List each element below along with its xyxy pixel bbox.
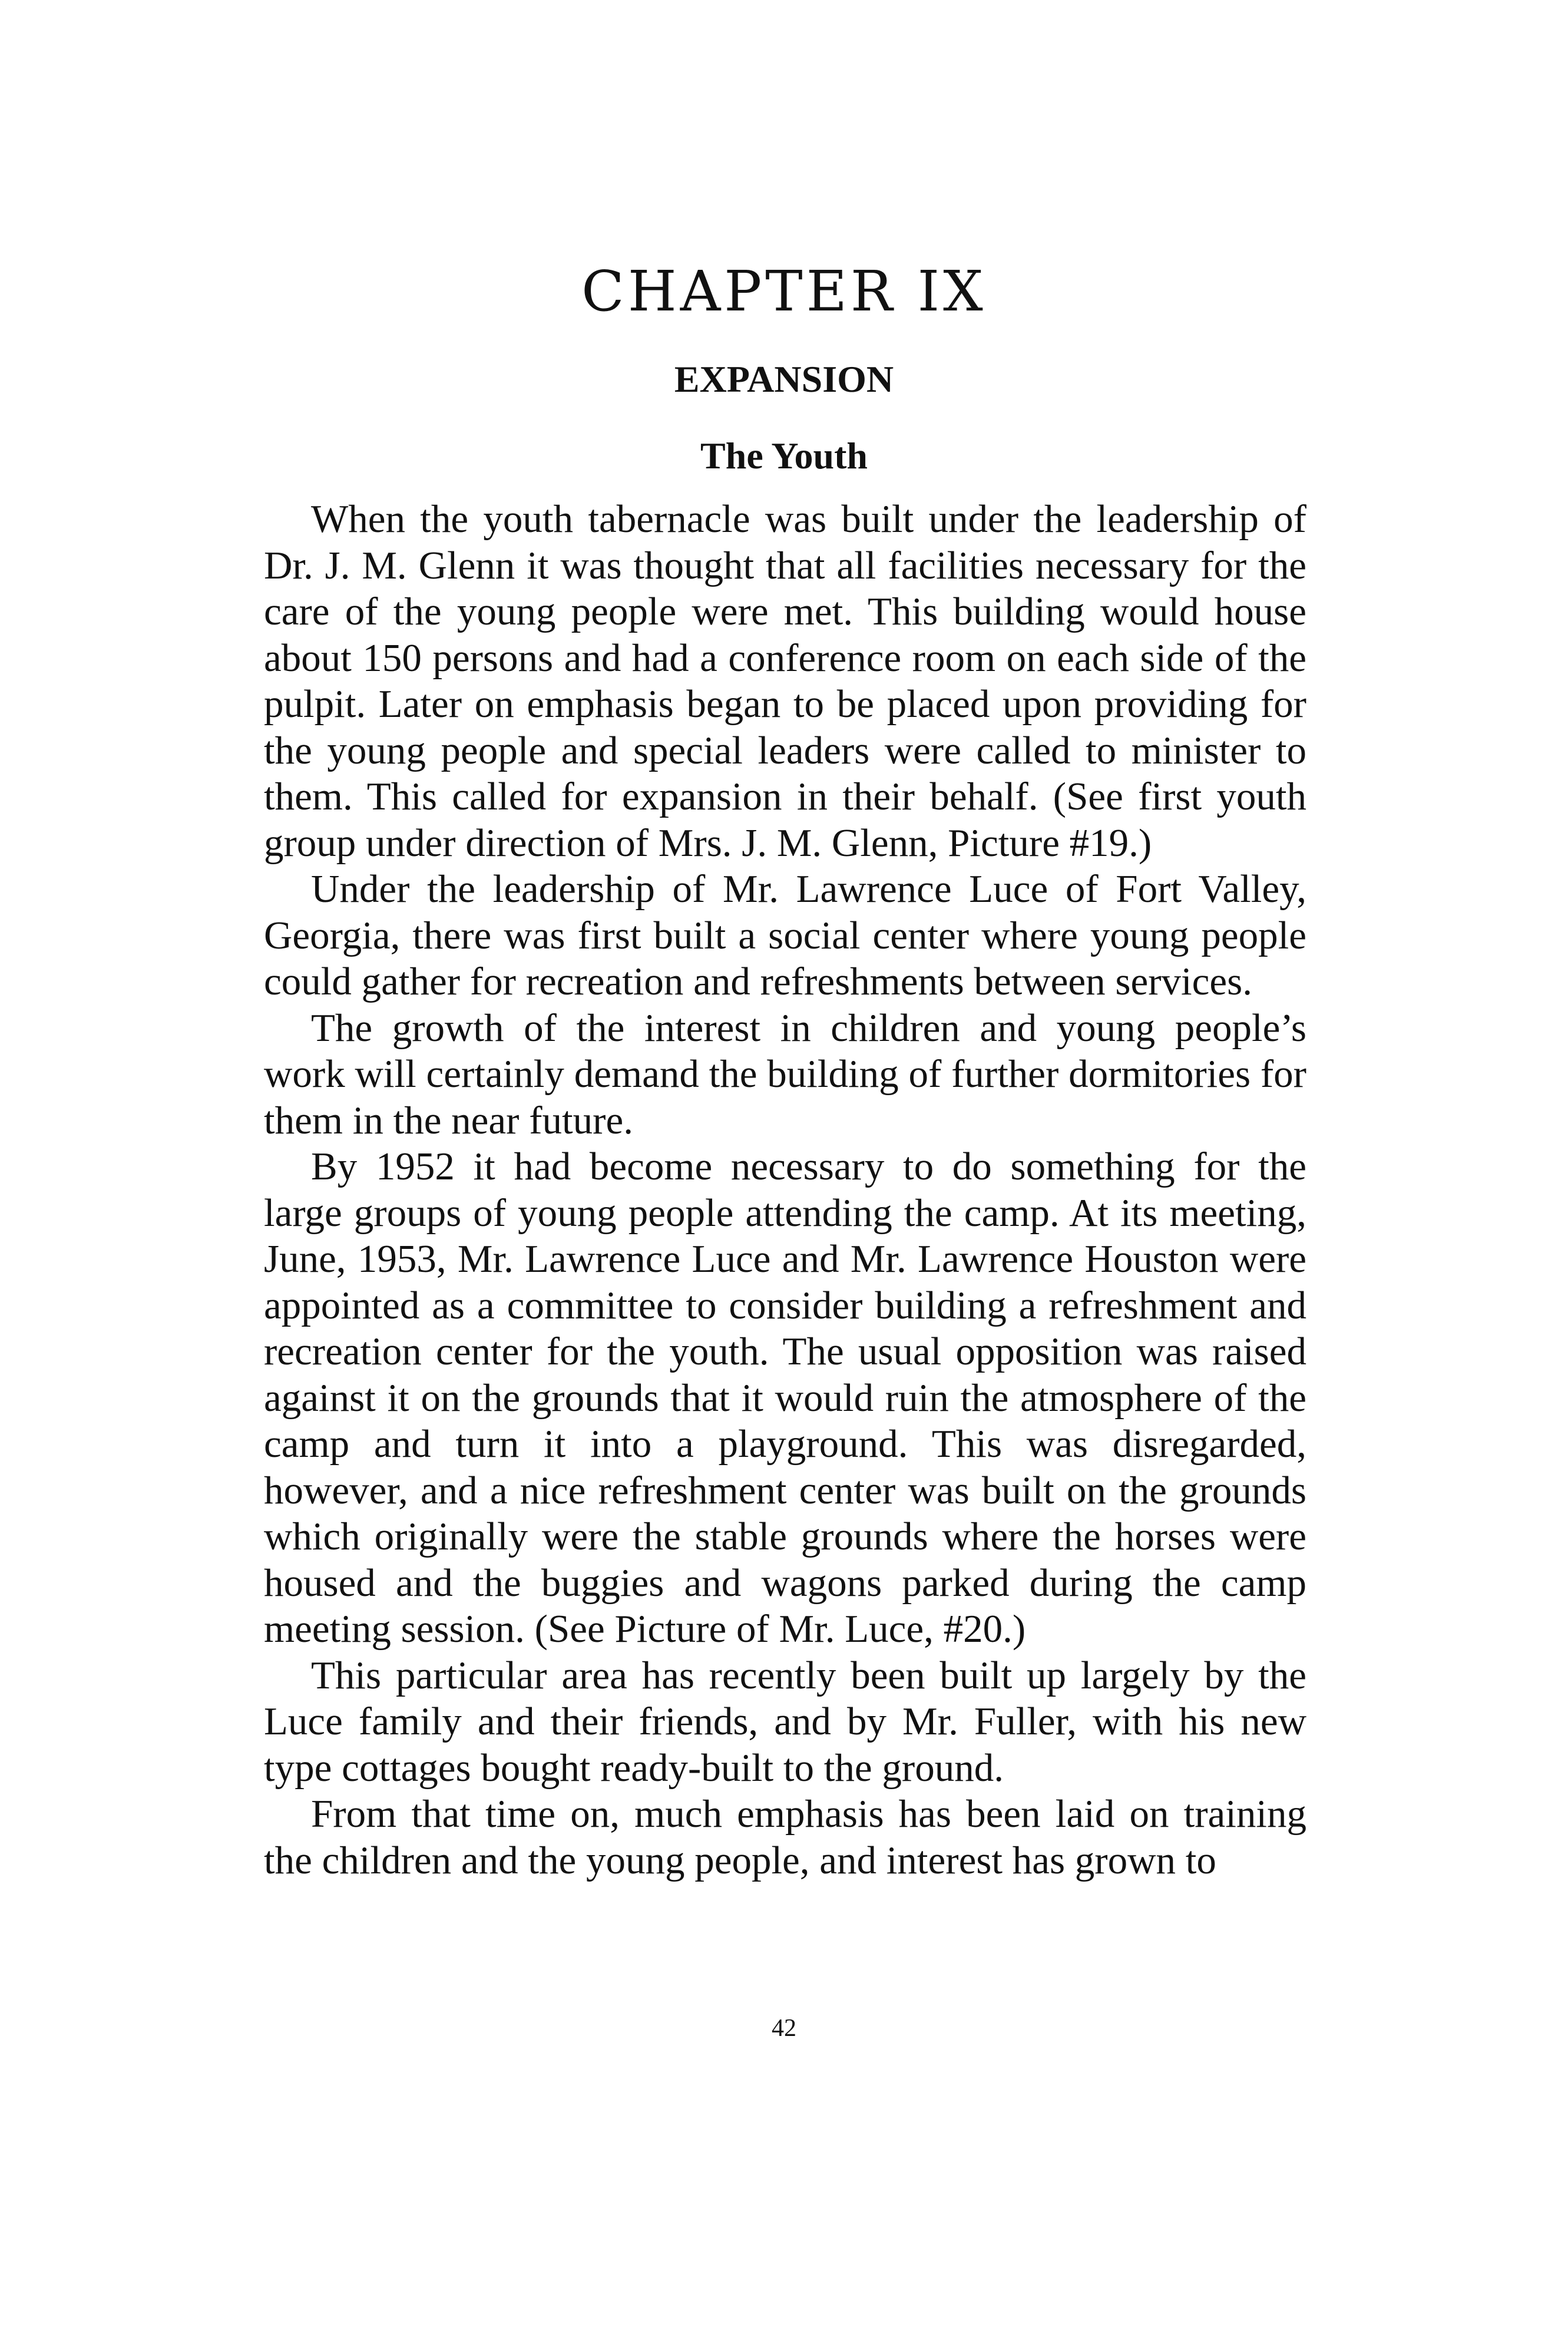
chapter-title: CHAPTER IX: [581, 259, 987, 324]
paragraph: From that time on, much emphasis has been laid on training the children and the young people, and interest has grown to: [264, 1792, 1306, 1882]
subsection-title: The Youth: [700, 435, 868, 477]
paragraph: Under the leadership of Mr. Lawrence Luce of Fort Valley, Georgia, there was first built a social center where young people could gather for recreation and refreshments between services.: [264, 867, 1306, 1003]
section-title: EXPANSION: [674, 358, 894, 400]
page-number: 42: [772, 2015, 796, 2042]
paragraph: By 1952 it had become necessary to do something for the large groups of young people attending the camp. At its meeting, June, 1953, Mr. Lawrence Luce and Mr. Lawrence Houston were appointed as a committee to consider building a refreshment and recreation center for the youth. The usual opposition was raised against it on the grounds that it would ruin the atmosphere of the camp and turn it into a playground. This was disregarded, however, and a nice refreshment center was built on the grounds which originally were the stable grounds where the horses were housed and the buggies and wagons parked during the camp meeting session. (See Picture of Mr. Luce, #20.): [264, 1145, 1306, 1651]
body-text: [264, 496, 1306, 1883]
paragraph: When the youth tabernacle was built under the leadership of Dr. J. M. Glenn it was thought that all facilities necessary for the care of the young people were met. This building would house about 150 persons and had a conference room on each side of the pulpit. Later on emphasis began to be placed upon providing for the young people and special leaders were called to minister to them. This called for expansion in their behalf. (See first youth group under direction of Mrs. J. M. Glenn, Picture #19.): [264, 497, 1306, 865]
paragraph: The growth of the interest in children and young people’s work will certainly demand the building of further dormitories for them in the near future.: [264, 1006, 1306, 1142]
paragraph: This particular area has recently been built up largely by the Luce family and their friends, and by Mr. Fuller, with his new type cottages bought ready-built to the ground.: [264, 1653, 1306, 1790]
